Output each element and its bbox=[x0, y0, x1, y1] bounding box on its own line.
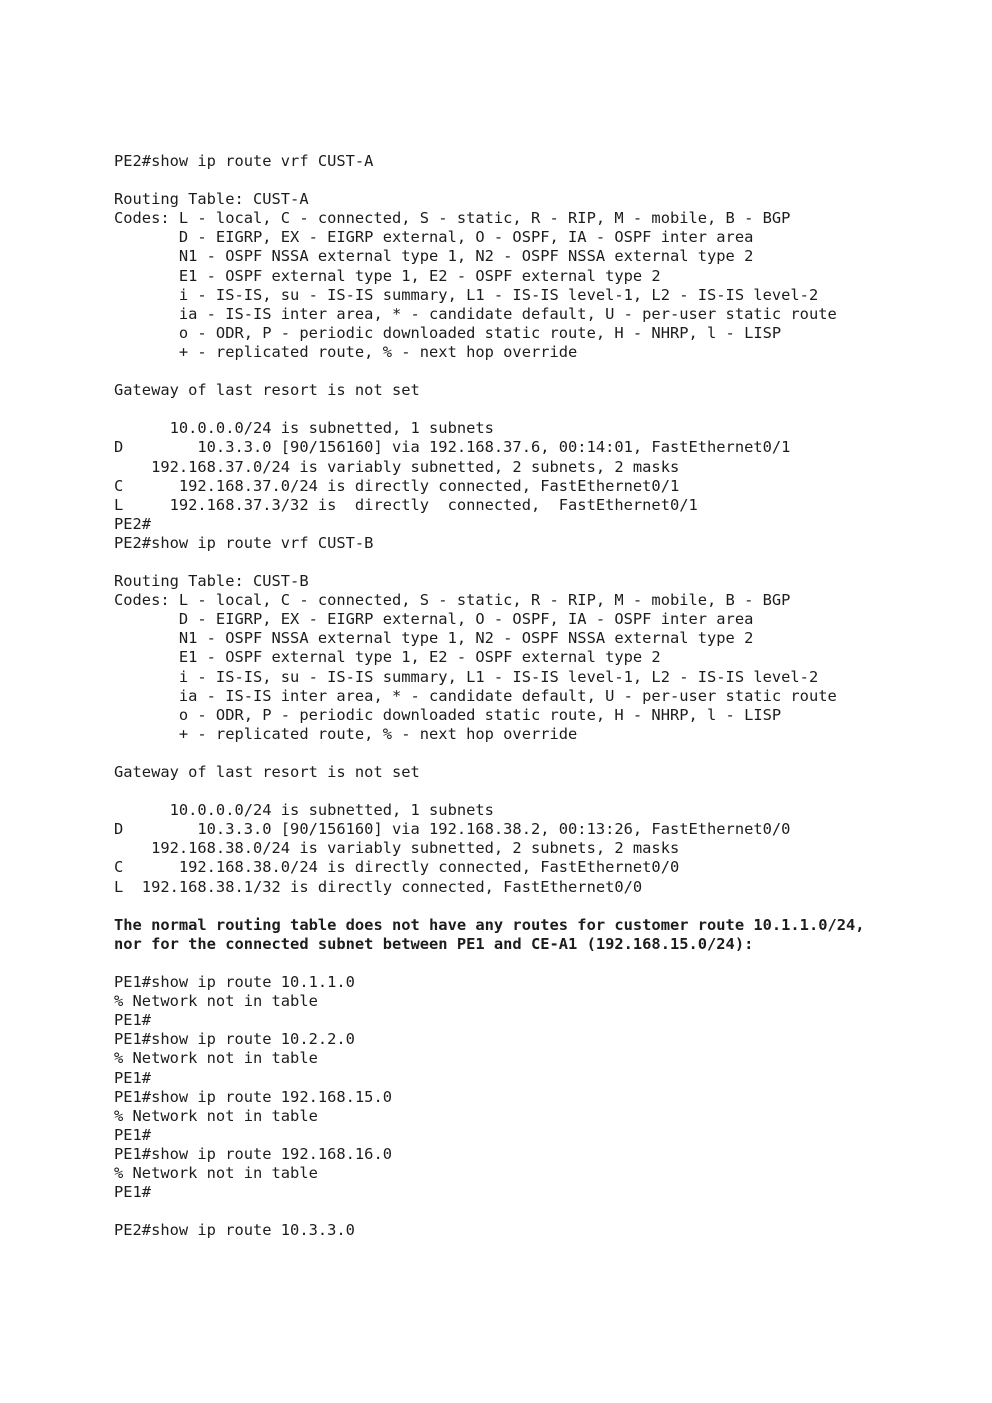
terminal-line: PE2#show ip route vrf CUST-A bbox=[114, 152, 374, 170]
terminal-line: PE2#show ip route 10.3.3.0 bbox=[114, 1221, 355, 1240]
terminal-line: PE1# bbox=[114, 1011, 152, 1030]
terminal-line: D - EIGRP, EX - EIGRP external, O - OSPF, IA - OSPF inter area bbox=[114, 228, 754, 247]
terminal-line: Codes: L - local, C - connected, S - static, R - RIP, M - mobile, B - BGP bbox=[114, 591, 791, 610]
terminal-line bbox=[114, 1202, 865, 1221]
terminal-line: E1 - OSPF external type 1, E2 - OSPF external type 2 bbox=[114, 266, 661, 285]
terminal-line: i - IS-IS, su - IS-IS summary, L1 - IS-IS level-1, L2 - IS-IS level-2 bbox=[114, 667, 819, 686]
terminal-line: + - replicated route, % - next hop override bbox=[114, 342, 578, 361]
terminal-line: % Network not in table bbox=[114, 1106, 318, 1125]
terminal-line: Codes: L - local, C - connected, S - static, R - RIP, M - mobile, B - BGP bbox=[114, 209, 791, 228]
note-line: nor for the connected subnet between PE1 and CE-A1 (192.168.15.0/24): bbox=[114, 934, 754, 953]
terminal-line: C 192.168.38.0/24 is directly connected, FastEthernet0/0 bbox=[114, 858, 680, 877]
terminal-line: ia - IS-IS inter area, * - candidate default, U - per-user static route bbox=[114, 686, 837, 705]
terminal-line: 10.0.0.0/24 is subnetted, 1 subnets bbox=[114, 419, 494, 438]
terminal-line bbox=[114, 782, 865, 801]
terminal-line: PE1# bbox=[114, 1068, 152, 1087]
terminal-line: PE2# bbox=[114, 514, 152, 533]
note-line: The normal routing table does not have any routes for customer route 10.1.1.0/24, bbox=[114, 915, 865, 934]
terminal-line: PE1# bbox=[114, 1183, 152, 1202]
terminal-line bbox=[114, 553, 865, 572]
terminal-line: i - IS-IS, su - IS-IS summary, L1 - IS-IS level-1, L2 - IS-IS level-2 bbox=[114, 285, 819, 304]
terminal-line: PE1#show ip route 192.168.15.0 bbox=[114, 1087, 392, 1106]
terminal-line bbox=[114, 954, 865, 973]
terminal-line: Routing Table: CUST-B bbox=[114, 572, 309, 591]
terminal-line: 10.0.0.0/24 is subnetted, 1 subnets bbox=[114, 801, 494, 820]
terminal-line: N1 - OSPF NSSA external type 1, N2 - OSPF NSSA external type 2 bbox=[114, 629, 754, 648]
terminal-line: 192.168.38.0/24 is variably subnetted, 2 subnets, 2 masks bbox=[114, 839, 680, 858]
terminal-line bbox=[114, 362, 865, 381]
terminal-line: + - replicated route, % - next hop override bbox=[114, 724, 578, 743]
terminal-line bbox=[114, 171, 865, 190]
terminal-line: L 192.168.37.3/32 is directly connected, FastEthernet0/1 bbox=[114, 495, 698, 514]
terminal-line: % Network not in table bbox=[114, 992, 318, 1011]
terminal-line: Gateway of last resort is not set bbox=[114, 763, 420, 781]
terminal-line: N1 - OSPF NSSA external type 1, N2 - OSPF NSSA external type 2 bbox=[114, 247, 754, 266]
terminal-line: PE1#show ip route 10.2.2.0 bbox=[114, 1030, 355, 1049]
terminal-output bbox=[114, 152, 865, 1240]
terminal-line: PE2#show ip route vrf CUST-B bbox=[114, 533, 374, 552]
terminal-line: Routing Table: CUST-A bbox=[114, 190, 309, 209]
terminal-line: ia - IS-IS inter area, * - candidate default, U - per-user static route bbox=[114, 304, 837, 323]
terminal-line bbox=[114, 897, 865, 916]
terminal-line: D 10.3.3.0 [90/156160] via 192.168.37.6, 00:14:01, FastEthernet0/1 bbox=[114, 438, 791, 457]
terminal-line: o - ODR, P - periodic downloaded static route, H - NHRP, l - LISP bbox=[114, 705, 782, 724]
terminal-line: L 192.168.38.1/32 is directly connected, FastEthernet0/0 bbox=[114, 877, 643, 896]
terminal-line: PE1# bbox=[114, 1125, 152, 1144]
terminal-line: C 192.168.37.0/24 is directly connected, FastEthernet0/1 bbox=[114, 476, 680, 495]
terminal-line: Gateway of last resort is not set bbox=[114, 381, 420, 400]
terminal-line: 192.168.37.0/24 is variably subnetted, 2 subnets, 2 masks bbox=[114, 457, 680, 476]
terminal-line: % Network not in table bbox=[114, 1163, 318, 1182]
terminal-line: % Network not in table bbox=[114, 1049, 318, 1068]
terminal-line: PE1#show ip route 192.168.16.0 bbox=[114, 1144, 392, 1163]
terminal-line: E1 - OSPF external type 1, E2 - OSPF external type 2 bbox=[114, 648, 661, 667]
terminal-line bbox=[114, 744, 865, 763]
terminal-line: o - ODR, P - periodic downloaded static route, H - NHRP, l - LISP bbox=[114, 323, 782, 342]
terminal-line: D 10.3.3.0 [90/156160] via 192.168.38.2, 00:13:26, FastEthernet0/0 bbox=[114, 820, 791, 839]
terminal-line: D - EIGRP, EX - EIGRP external, O - OSPF, IA - OSPF inter area bbox=[114, 610, 754, 629]
terminal-line bbox=[114, 400, 865, 419]
terminal-line: PE1#show ip route 10.1.1.0 bbox=[114, 973, 355, 992]
